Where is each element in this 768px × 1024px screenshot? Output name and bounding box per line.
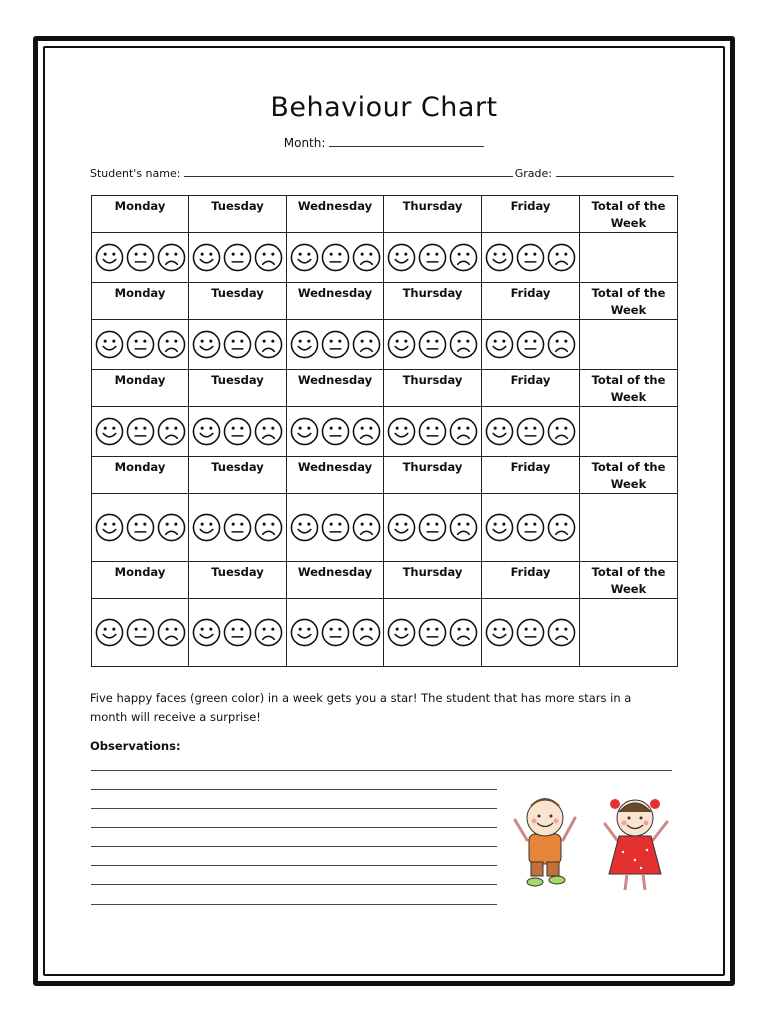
boy-cartoon (515, 799, 575, 886)
happy-face-icon[interactable] (192, 330, 221, 359)
sad-face-icon[interactable] (254, 513, 283, 542)
total-of-week-header: Total of the Week (580, 457, 678, 494)
faces-cell-thursday (384, 494, 482, 562)
month-label: Month: (283, 136, 326, 150)
faces-cell-wednesday (287, 320, 384, 370)
student-info-row (90, 166, 674, 180)
day-header-thursday: Thursday (384, 196, 482, 233)
day-header-tuesday: Tuesday (189, 370, 287, 407)
observation-line[interactable] (91, 884, 497, 885)
total-of-week-cell[interactable] (580, 233, 678, 283)
neutral-face-icon[interactable] (418, 417, 447, 446)
neutral-face-icon[interactable] (418, 513, 447, 542)
sad-face-icon[interactable] (157, 618, 186, 647)
day-header-thursday: Thursday (384, 370, 482, 407)
observation-line[interactable] (91, 770, 672, 771)
sad-face-icon[interactable] (547, 330, 576, 359)
day-header-friday: Friday (482, 562, 580, 599)
week-faces-row (92, 599, 678, 667)
happy-face-icon[interactable] (192, 243, 221, 272)
neutral-face-icon[interactable] (516, 513, 545, 542)
faces-cell-thursday (384, 233, 482, 283)
faces-cell-friday (482, 599, 580, 667)
happy-face-icon[interactable] (95, 243, 124, 272)
sad-face-icon[interactable] (254, 417, 283, 446)
sad-face-icon[interactable] (449, 417, 478, 446)
faces-cell-monday (92, 233, 189, 283)
week-faces-row (92, 320, 678, 370)
day-header-monday: Monday (92, 457, 189, 494)
neutral-face-icon[interactable] (223, 417, 252, 446)
neutral-face-icon[interactable] (516, 417, 545, 446)
neutral-face-icon[interactable] (223, 243, 252, 272)
sad-face-icon[interactable] (352, 417, 381, 446)
faces-cell-monday (92, 494, 189, 562)
faces-cell-tuesday (189, 494, 287, 562)
day-header-friday: Friday (482, 196, 580, 233)
happy-face-icon[interactable] (95, 618, 124, 647)
faces-cell-tuesday (189, 320, 287, 370)
page-title: Behaviour Chart (270, 92, 498, 123)
faces-cell-wednesday (287, 233, 384, 283)
day-header-friday: Friday (482, 283, 580, 320)
neutral-face-icon[interactable] (223, 330, 252, 359)
total-of-week-cell[interactable] (580, 599, 678, 667)
faces-cell-thursday (384, 407, 482, 457)
neutral-face-icon[interactable] (321, 513, 350, 542)
total-of-week-header: Total of the Week (580, 283, 678, 320)
day-header-tuesday: Tuesday (189, 457, 287, 494)
day-header-thursday: Thursday (384, 562, 482, 599)
happy-face-icon[interactable] (290, 243, 319, 272)
neutral-face-icon[interactable] (126, 243, 155, 272)
happy-face-icon[interactable] (387, 417, 416, 446)
sad-face-icon[interactable] (254, 618, 283, 647)
week-header-row (92, 196, 678, 233)
grade-input-line[interactable] (556, 166, 674, 177)
happy-face-icon[interactable] (95, 417, 124, 446)
total-of-week-header: Total of the Week (580, 370, 678, 407)
month-input-line[interactable] (329, 136, 484, 147)
rules-note: Five happy faces (green color) in a week gets you a star! The student that has more stars in a month will receive a surprise! (90, 691, 632, 724)
happy-face-icon[interactable] (290, 618, 319, 647)
student-name-input-line[interactable] (184, 166, 512, 177)
total-of-week-header: Total of the Week (580, 196, 678, 233)
sad-face-icon[interactable] (449, 243, 478, 272)
happy-face-icon[interactable] (485, 513, 514, 542)
sad-face-icon[interactable] (352, 513, 381, 542)
neutral-face-icon[interactable] (418, 330, 447, 359)
sad-face-icon[interactable] (449, 513, 478, 542)
happy-face-icon[interactable] (485, 330, 514, 359)
week-faces-row (92, 407, 678, 457)
day-header-thursday: Thursday (384, 283, 482, 320)
day-header-wednesday: Wednesday (287, 283, 384, 320)
faces-cell-wednesday (287, 407, 384, 457)
happy-face-icon[interactable] (485, 618, 514, 647)
total-of-week-cell[interactable] (580, 407, 678, 457)
neutral-face-icon[interactable] (126, 513, 155, 542)
total-of-week-cell[interactable] (580, 320, 678, 370)
neutral-face-icon[interactable] (516, 618, 545, 647)
sad-face-icon[interactable] (254, 330, 283, 359)
week-header-row (92, 370, 678, 407)
sad-face-icon[interactable] (352, 618, 381, 647)
week-faces-row (92, 233, 678, 283)
sad-face-icon[interactable] (157, 417, 186, 446)
day-header-monday: Monday (92, 283, 189, 320)
day-header-thursday: Thursday (384, 457, 482, 494)
neutral-face-icon[interactable] (126, 330, 155, 359)
observation-line[interactable] (91, 827, 497, 828)
neutral-face-icon[interactable] (223, 513, 252, 542)
faces-cell-thursday (384, 599, 482, 667)
faces-cell-monday (92, 407, 189, 457)
happy-face-icon[interactable] (387, 330, 416, 359)
week-header-row (92, 562, 678, 599)
happy-face-icon[interactable] (290, 513, 319, 542)
faces-cell-friday (482, 233, 580, 283)
faces-cell-monday (92, 320, 189, 370)
happy-face-icon[interactable] (485, 243, 514, 272)
week-header-row (92, 283, 678, 320)
total-of-week-header: Total of the Week (580, 562, 678, 599)
sad-face-icon[interactable] (352, 243, 381, 272)
day-header-friday: Friday (482, 370, 580, 407)
neutral-face-icon[interactable] (126, 417, 155, 446)
happy-face-icon[interactable] (290, 417, 319, 446)
day-header-tuesday: Tuesday (189, 562, 287, 599)
day-header-tuesday: Tuesday (189, 196, 287, 233)
neutral-face-icon[interactable] (223, 618, 252, 647)
sad-face-icon[interactable] (547, 243, 576, 272)
student-name-label: Student's name: (90, 167, 181, 180)
happy-face-icon[interactable] (192, 618, 221, 647)
faces-cell-tuesday (189, 233, 287, 283)
total-of-week-cell[interactable] (580, 494, 678, 562)
day-header-monday: Monday (92, 562, 189, 599)
happy-face-icon[interactable] (192, 417, 221, 446)
sad-face-icon[interactable] (449, 618, 478, 647)
grade-label: Grade: (514, 167, 552, 180)
observations-label: Observations: (90, 739, 181, 753)
day-header-monday: Monday (92, 370, 189, 407)
sad-face-icon[interactable] (547, 513, 576, 542)
happy-face-icon[interactable] (485, 417, 514, 446)
sad-face-icon[interactable] (157, 330, 186, 359)
day-header-wednesday: Wednesday (287, 562, 384, 599)
happy-face-icon[interactable] (387, 618, 416, 647)
faces-cell-friday (482, 320, 580, 370)
day-header-wednesday: Wednesday (287, 196, 384, 233)
happy-face-icon[interactable] (192, 513, 221, 542)
sad-face-icon[interactable] (254, 243, 283, 272)
faces-cell-thursday (384, 320, 482, 370)
faces-cell-wednesday (287, 599, 384, 667)
day-header-wednesday: Wednesday (287, 457, 384, 494)
sad-face-icon[interactable] (449, 330, 478, 359)
girl-cartoon (605, 799, 667, 890)
day-header-wednesday: Wednesday (287, 370, 384, 407)
sad-face-icon[interactable] (547, 417, 576, 446)
observation-line[interactable] (91, 865, 497, 866)
neutral-face-icon[interactable] (516, 330, 545, 359)
faces-cell-monday (92, 599, 189, 667)
neutral-face-icon[interactable] (321, 243, 350, 272)
week-header-row (92, 457, 678, 494)
sad-face-icon[interactable] (157, 243, 186, 272)
happy-face-icon[interactable] (95, 330, 124, 359)
neutral-face-icon[interactable] (418, 618, 447, 647)
happy-face-icon[interactable] (387, 243, 416, 272)
neutral-face-icon[interactable] (516, 243, 545, 272)
week-faces-row (92, 494, 678, 562)
behaviour-chart-table (91, 195, 678, 667)
neutral-face-icon[interactable] (418, 243, 447, 272)
faces-cell-friday (482, 494, 580, 562)
happy-face-icon[interactable] (387, 513, 416, 542)
faces-cell-tuesday (189, 599, 287, 667)
happy-face-icon[interactable] (290, 330, 319, 359)
kids-illustration (505, 790, 680, 900)
observation-line[interactable] (91, 904, 497, 905)
neutral-face-icon[interactable] (321, 330, 350, 359)
faces-cell-wednesday (287, 494, 384, 562)
day-header-tuesday: Tuesday (189, 283, 287, 320)
sad-face-icon[interactable] (547, 618, 576, 647)
sad-face-icon[interactable] (352, 330, 381, 359)
sad-face-icon[interactable] (157, 513, 186, 542)
observation-line[interactable] (91, 789, 497, 790)
neutral-face-icon[interactable] (321, 417, 350, 446)
day-header-monday: Monday (92, 196, 189, 233)
faces-cell-friday (482, 407, 580, 457)
observation-line[interactable] (91, 808, 497, 809)
happy-face-icon[interactable] (95, 513, 124, 542)
month-field (0, 136, 768, 150)
day-header-friday: Friday (482, 457, 580, 494)
neutral-face-icon[interactable] (321, 618, 350, 647)
neutral-face-icon[interactable] (126, 618, 155, 647)
faces-cell-tuesday (189, 407, 287, 457)
observation-line[interactable] (91, 846, 497, 847)
